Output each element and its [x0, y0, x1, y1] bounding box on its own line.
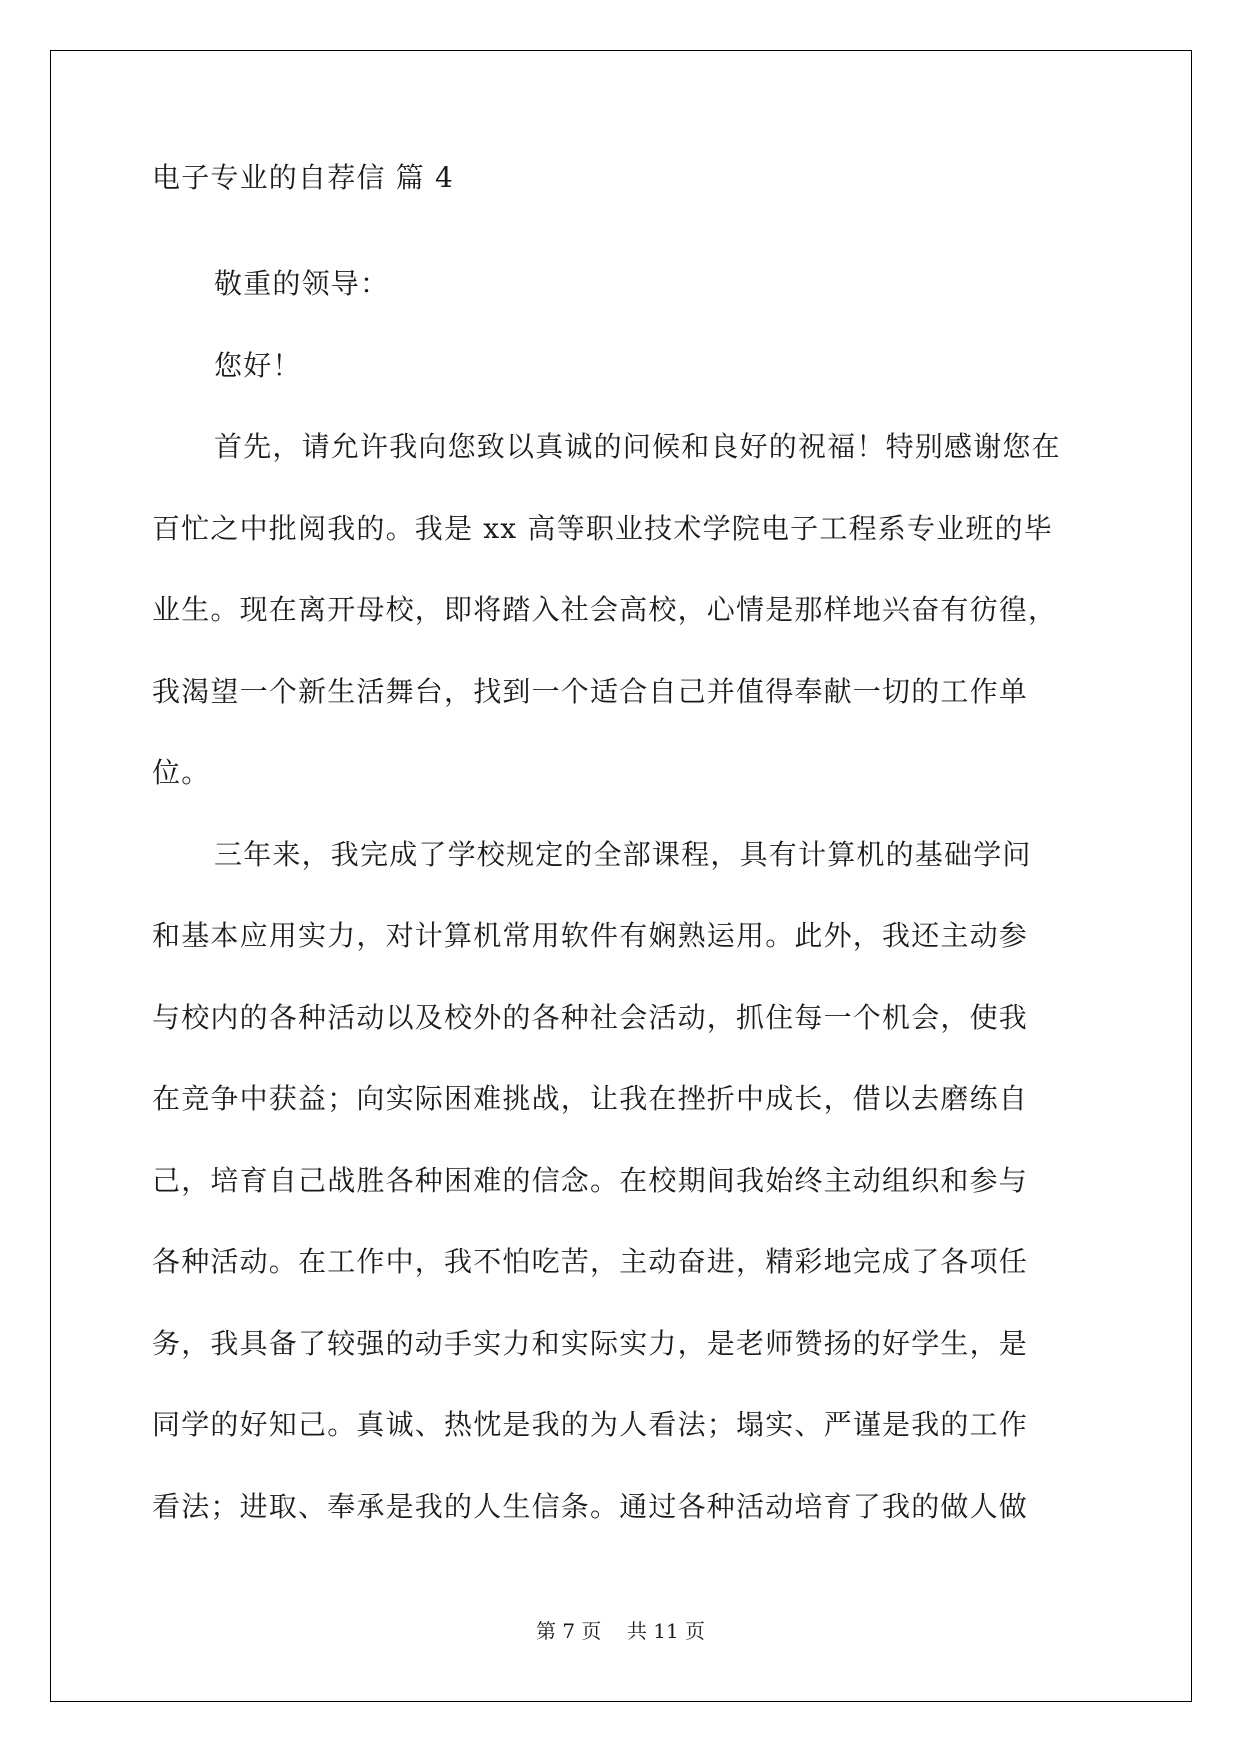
- page-number: 第 7 页: [535, 1619, 602, 1643]
- paragraph-2-line: 各种活动。在工作中，我不怕吃苦，主动奋进，精彩地完成了各项任: [152, 1245, 1029, 1278]
- paragraph-2-line: 己，培育自己战胜各种困难的信念。在校期间我始终主动组织和参与: [152, 1163, 1029, 1197]
- paragraph-1-line: 位。: [152, 756, 211, 789]
- salutation: 敬重的领导：: [214, 267, 390, 300]
- paragraph-1-line: 业生。现在离开母校，即将踏入社会高校，心情是那样地兴奋有彷徨，: [152, 593, 1058, 626]
- paragraph-1-line: 百忙之中批阅我的。我是 xx 高等职业技术学院电子工程系专业班的毕: [152, 511, 1053, 545]
- document-title: 电子专业的自荐信 篇 4: [152, 161, 455, 194]
- paragraph-2-line: 同学的好知己。真诚、热忱是我的为人看法；塌实、严谨是我的工作: [152, 1408, 1029, 1441]
- paragraph-2-line: 在竞争中获益；向实际困难挑战，让我在挫折中成长，借以去磨练自: [152, 1082, 1029, 1115]
- paragraph-2-line: 和基本应用实力，对计算机常用软件有娴熟运用。此外，我还主动参: [152, 919, 1029, 952]
- page-footer: [0, 1615, 1241, 1644]
- paragraph-1-line: 首先，请允许我向您致以真诚的问候和良好的祝福！特别感谢您在: [214, 430, 1061, 463]
- paragraph-2-line: 务，我具备了较强的动手实力和实际实力，是老师赞扬的好学生，是: [152, 1326, 1029, 1360]
- paragraph-2-line: 三年来，我完成了学校规定的全部课程，具有计算机的基础学问: [214, 837, 1032, 871]
- page-total: 共 11 页: [626, 1619, 706, 1643]
- paragraph-1-line: 我渴望一个新生活舞台，找到一个适合自己并值得奉献一切的工作单: [152, 674, 1029, 708]
- greeting: 您好！: [214, 348, 302, 382]
- document-body: [152, 162, 1092, 1547]
- paragraph-2-line: 与校内的各种活动以及校外的各种社会活动，抓住每一个机会，使我: [152, 1000, 1029, 1034]
- paragraph-2-line: 看法；进取、奉承是我的人生信条。通过各种活动培育了我的做人做: [152, 1489, 1029, 1523]
